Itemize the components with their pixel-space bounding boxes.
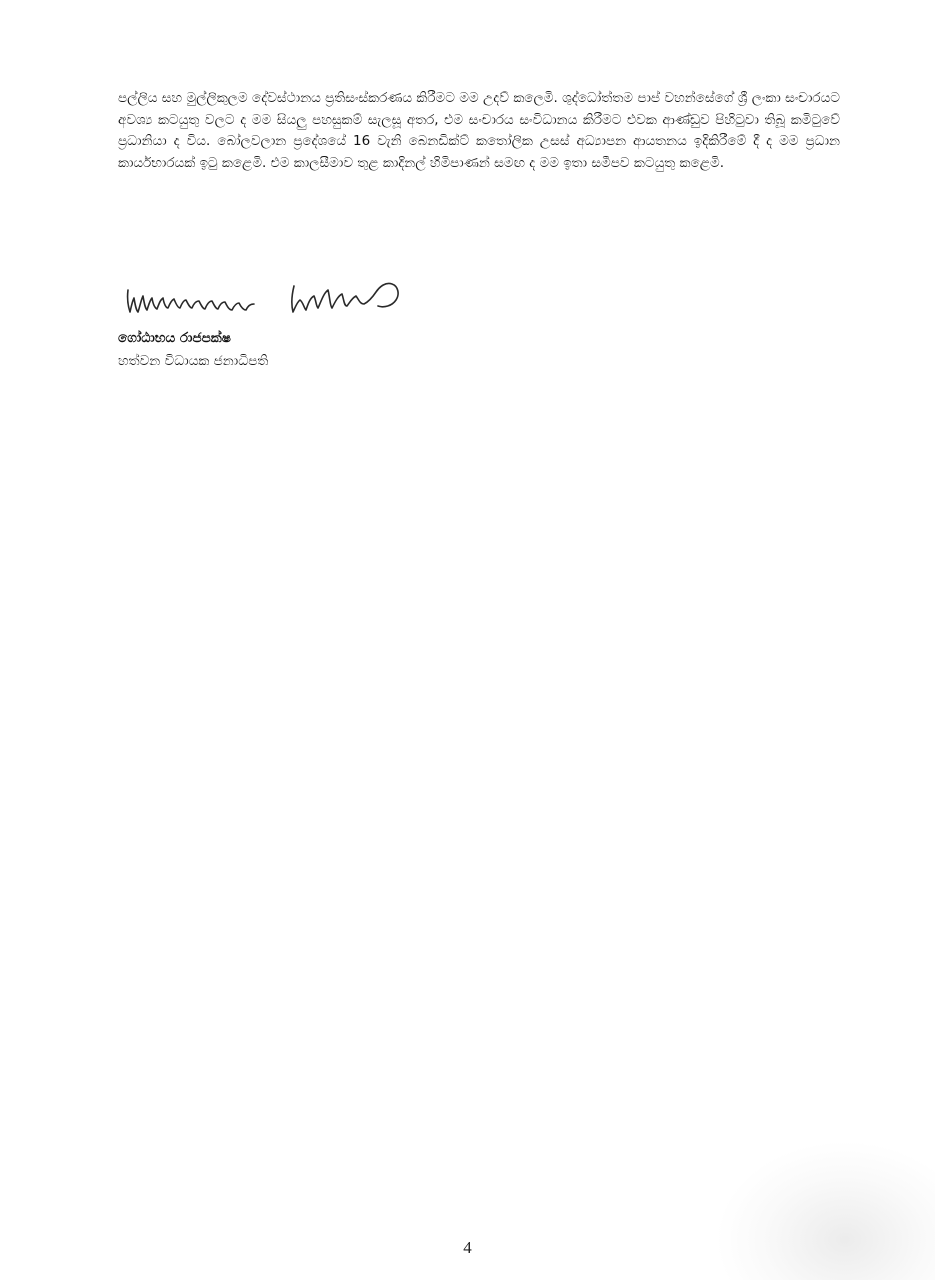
body-paragraph: පල්ලිය සහ මුල්ලිකුලම දේවස්ථානය ප්‍රතිසංස්කරණය කිරීමට මම උදව් කලෙමි. ශුද්ධෝත්තම පාප් වහන්සේගේ ශ්‍රී ලංකා සංචාරයට අවශ්‍ය කටයුතු වලට ද මම සියලු පහසුකම් සැලසූ අතර, එම සංචාරය සංවිධානය කිරීමට එවක ආණ්ඩුව පිහිටුවා තිබූ කමිටුවේ ප්‍රධානියා ද විය. බෝලවලාන ප්‍රදේශයේ 16 වැනි බෙනඩික්ට් කතෝලික උසස් අධ්‍යාපන ආයතනය ඉදිකිරීමේ දී ද මම ප්‍රධාන කාර්යභාරයක් ඉටු කළෙමි. එම කාලසීමාව තුළ කාදිනල් හිමිපාණන් සමඟ ද මම ඉතා සමීපව කටයුතු කළෙමි. bbox=[118, 90, 840, 171]
scan-shadow bbox=[715, 1140, 935, 1280]
signer-title: හත්වන විධායක ජනාධිපති bbox=[118, 353, 269, 369]
handwritten-signature bbox=[118, 268, 418, 324]
page-number: 4 bbox=[463, 1238, 472, 1257]
signer-name: ගෝඨාභය රාජපක්ෂ bbox=[118, 330, 231, 346]
